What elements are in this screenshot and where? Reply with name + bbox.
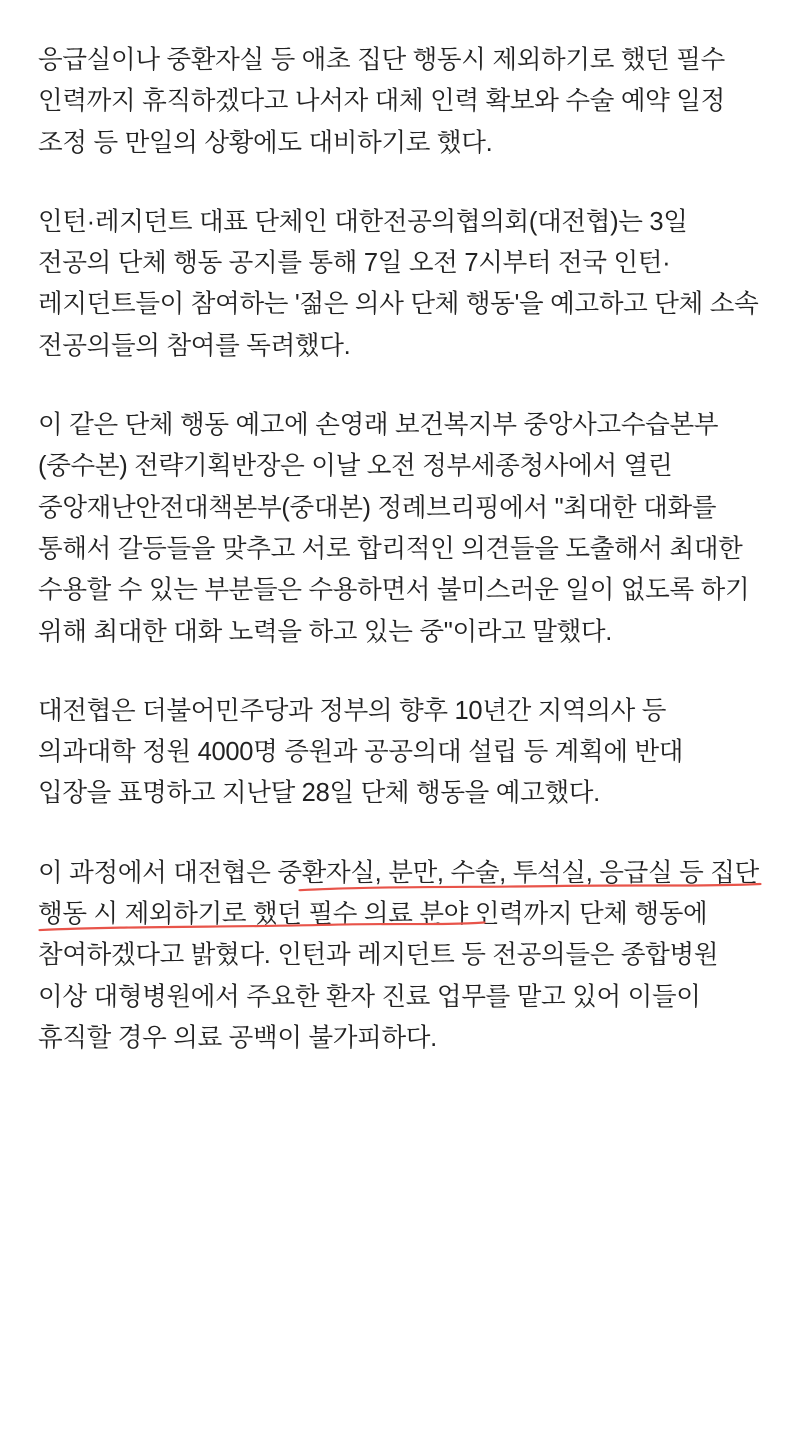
paragraph-1: 응급실이나 중환자실 등 애초 집단 행동시 제외하기로 했던 필수 인력까지 휴직하겠다고 나서자 대체 인력 확보와 수술 예약 일정 조정 등 만일의 상황에도 대비하기로 했다. [38, 46, 732, 157]
paragraph-5-container [38, 853, 766, 1059]
paragraph-5: 이 과정에서 대전협은 중환자실, 분만, 수술, 투석실, 응급실 등 집단 행동 시 제외하기로 했던 필수 의료 분야 인력까지 단체 행동에 참여하겠다고 밝혔다. 인턴과 레지던트 등 전공의들은 종합병원 이상 대형병원에서 주요한 환자 진료 업무를 맡고 있어 이들이 휴직할 경우 의료 공백이 불가피하다. [38, 858, 766, 1052]
paragraph-3: 이 같은 단체 행동 예고에 손영래 보건복지부 중앙사고수습본부(중수본) 전략기획반장은 이날 오전 정부세종청사에서 열린 중앙재난안전대책본부(중대본) 정례브리핑에서 "최대한 대화를 통해서 갈등들을 맞추고 서로 합리적인 의견들을 도출해서 최대한 수용할 수 있는 부분들은 수용하면서 불미스러운 일이 없도록 하기 위해 최대한 대화 노력을 하고 있는 중"이라고 말했다. [38, 411, 757, 646]
paragraph-2: 인턴·레지던트 대표 단체인 대한전공의협의회(대전협)는 3일 전공의 단체 행동 공지를 통해 7일 오전 7시부터 전국 인턴·레지던트들이 참여하는 '젊은 의사 단체 행동'을 예고하고 단체 소속 전공의들의 참여를 독려했다. [38, 207, 766, 360]
paragraph-4: 대전협은 더불어민주당과 정부의 향후 10년간 지역의사 등 의과대학 정원 4000명 증원과 공공의대 설립 등 계획에 반대 입장을 표명하고 지난달 28일 단체 행동을 예고했다. [38, 696, 690, 808]
